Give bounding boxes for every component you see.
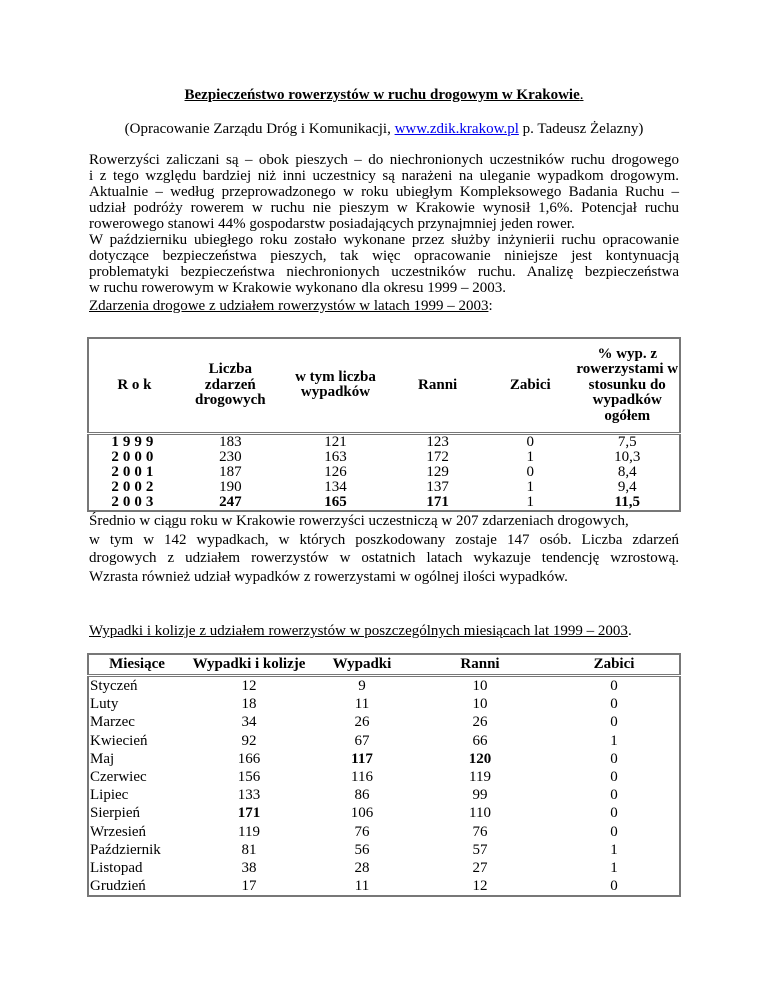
zdik-link[interactable]: www.zdik.krakow.pl — [394, 121, 519, 137]
table-cell: 0 — [526, 463, 534, 480]
column-header: Wypadki — [332, 656, 392, 672]
table-cell: Lipiec — [90, 787, 129, 804]
table-cell: 2002 — [111, 478, 158, 495]
table-cell: 26 — [354, 714, 370, 731]
table-cell: 0 — [610, 787, 618, 804]
table-cell: 163 — [324, 448, 347, 465]
table-cell: 17 — [241, 878, 257, 895]
table-row — [88, 676, 680, 696]
title-period: . — [579, 87, 584, 103]
yearly-table — [87, 337, 681, 512]
table-cell: 92 — [241, 732, 257, 749]
column-header: Liczba zdarzeń drogowych — [195, 361, 266, 408]
table-cell: 57 — [472, 841, 488, 858]
intro-paragraph — [89, 152, 679, 296]
table-cell: Grudzień — [90, 878, 146, 895]
table-cell: 86 — [354, 787, 370, 804]
table-cell: 0 — [610, 750, 618, 767]
table-cell: Październik — [90, 841, 161, 858]
table-cell: 56 — [354, 841, 370, 858]
table-cell: 156 — [237, 769, 261, 786]
table-cell: Luty — [90, 696, 119, 713]
column-header: Ranni — [418, 376, 458, 393]
table-cell: 126 — [324, 463, 347, 480]
table-cell: 11,5 — [614, 493, 640, 510]
table-cell: 27 — [472, 860, 488, 877]
table-cell: 121 — [324, 433, 347, 450]
table-cell: 81 — [241, 841, 257, 858]
table-cell: 28 — [354, 860, 370, 877]
table-cell: 18 — [241, 696, 257, 713]
title-text: Bezpieczeństwo rowerzystów w ruchu drogowym w Krakowie — [184, 87, 580, 103]
table-cell: 1 — [526, 448, 534, 465]
table-cell: Czerwiec — [90, 769, 147, 786]
table-cell: 171 — [426, 493, 449, 510]
table-cell: 26 — [472, 714, 488, 731]
table-cell: 66 — [472, 732, 488, 749]
table-cell: 0 — [610, 823, 618, 840]
summary-line: w tym w 142 wypadkach, w których poszkodowany zostaje 147 osób. Liczba zdarzeń — [89, 531, 679, 548]
table-cell: 117 — [351, 750, 373, 767]
table-row — [88, 480, 680, 495]
table-row — [88, 433, 680, 450]
summary-paragraph — [89, 512, 679, 586]
heading-monthly-text: Wypadki i kolizje z udziałem rowerzystów w poszczególnych miesiącach lat 1999 – 2003 — [89, 623, 628, 639]
table-cell: 11 — [354, 696, 370, 713]
subtitle-after: p. Tadeusz Żelazny) — [518, 121, 644, 137]
heading-yearly — [89, 298, 493, 315]
summary-line: drogowych z udziałem rowerzystów w ostatnich latach wykazuje tendencję wzrostową. — [89, 550, 679, 566]
table-cell: 9 — [358, 678, 366, 694]
intro-line: Aktualnie – według przeprowadzonego w roku ubiegłym Kompleksowego Badania Ruchu – — [89, 184, 679, 200]
table-cell: 9,4 — [617, 478, 637, 495]
document-title — [0, 86, 768, 104]
monthly-table — [87, 653, 681, 897]
table-cell: 0 — [610, 769, 618, 786]
table-cell: 2003 — [111, 493, 158, 510]
table-cell: 10,3 — [614, 448, 641, 465]
heading-monthly — [89, 623, 632, 640]
table-cell: 76 — [472, 823, 488, 840]
table-cell: 120 — [468, 750, 492, 767]
table-row — [88, 804, 680, 822]
table-cell: 165 — [324, 493, 347, 510]
table-cell: 12 — [472, 878, 488, 895]
table-cell: 137 — [426, 478, 449, 495]
table-row — [88, 465, 680, 480]
table-cell: 166 — [237, 750, 261, 767]
table-cell: 0 — [610, 678, 618, 694]
table-cell: 123 — [426, 433, 449, 450]
table-row — [88, 713, 680, 731]
column-header: w tym liczba wypadków — [295, 368, 376, 401]
table-row — [88, 768, 680, 786]
table-cell: 0 — [610, 714, 618, 731]
table-row — [88, 495, 680, 511]
table-cell: 0 — [610, 696, 618, 713]
table-cell: 34 — [241, 714, 257, 731]
column-header: % wyp. z rowerzystami w stosunku do wypadków ogółem — [576, 345, 679, 424]
summary-line: Wzrasta również udział wypadków z rowerzystami w ogólnej ilości wypadków. — [89, 568, 568, 585]
intro-line: problematyki bezpieczeństwa niechronionych uczestników ruchu. Analizę bezpieczeństwa — [89, 264, 679, 280]
table-cell: 99 — [472, 787, 488, 804]
table-cell: 110 — [469, 805, 491, 822]
table-cell: 1 — [610, 841, 618, 858]
table-cell: 76 — [354, 823, 370, 840]
table-cell: 106 — [350, 805, 374, 822]
table-row — [88, 841, 680, 859]
table-cell: 133 — [237, 787, 261, 804]
table-cell: 2000 — [111, 448, 158, 465]
table-cell: 183 — [219, 433, 242, 450]
subtitle — [0, 120, 768, 138]
table-header-row — [88, 338, 680, 433]
table-cell: 12 — [241, 678, 257, 694]
column-header: Miesiące — [109, 656, 165, 672]
table-row — [88, 695, 680, 713]
table-cell: Listopad — [90, 860, 143, 877]
table-row — [88, 877, 680, 896]
table-row — [88, 859, 680, 877]
intro-line: Rowerzyści zaliczani są – obok pieszych – do niechronionych uczestników ruchu drogowego — [89, 152, 679, 168]
table-cell: 8,4 — [617, 463, 637, 480]
column-header: Wypadki i kolizje — [192, 656, 306, 672]
table-cell: 0 — [526, 433, 534, 450]
table-cell: 172 — [426, 448, 449, 465]
table-header-row — [88, 654, 680, 676]
table-row — [88, 750, 680, 768]
column-header: R o k — [117, 376, 152, 393]
table-cell: Kwiecień — [90, 732, 148, 749]
table-cell: 247 — [219, 493, 242, 510]
column-header: Zabici — [509, 376, 551, 393]
table-cell: 11 — [354, 878, 370, 895]
intro-line: rowerowego stanowi 44% gospodarstw posiadających przynajmniej jeden rower. — [89, 216, 575, 232]
table-cell: 187 — [219, 463, 242, 480]
table-cell: 1 — [610, 732, 618, 749]
table-cell: Sierpień — [90, 805, 140, 822]
table-row — [88, 786, 680, 804]
table-cell: 116 — [351, 769, 373, 786]
table-cell: 10 — [472, 678, 488, 694]
heading-yearly-text: Zdarzenia drogowe z udziałem rowerzystów w latach 1999 – 2003 — [89, 298, 489, 314]
table-cell: 38 — [241, 860, 257, 877]
table-cell: Styczeń — [90, 678, 138, 694]
subtitle-before: (Opracowanie Zarządu Dróg i Komunikacji, — [124, 121, 395, 137]
table-cell: 2001 — [111, 463, 158, 480]
table-cell: 0 — [610, 878, 618, 895]
summary-line: Średnio w ciągu roku w Krakowie rowerzyści uczestniczą w 207 zdarzeniach drogowych, — [89, 513, 629, 529]
heading-monthly-period: . — [627, 623, 632, 639]
table-cell: 119 — [238, 823, 260, 840]
table-row — [88, 732, 680, 750]
table-cell: 7,5 — [617, 433, 637, 450]
table-cell: 1999 — [111, 433, 158, 450]
table-cell: 230 — [219, 448, 242, 465]
table-cell: 171 — [237, 805, 261, 822]
table-cell: 119 — [469, 769, 491, 786]
intro-line: i z tego względu bardziej niż inni uczestnicy są narażeni na uleganie wypadkom drogowym. — [89, 168, 679, 184]
table-cell: 10 — [472, 696, 488, 713]
table-cell: Wrzesień — [90, 823, 147, 840]
heading-yearly-colon: : — [488, 298, 493, 314]
table-cell: 0 — [610, 805, 618, 822]
column-header: Zabici — [593, 656, 635, 672]
table-cell: 129 — [426, 463, 449, 480]
table-cell: Maj — [90, 750, 115, 767]
column-header: Ranni — [460, 656, 500, 672]
table-row — [88, 450, 680, 465]
table-row — [88, 823, 680, 841]
intro-line: udział podróży rowerem w ruchu nie pieszym w Krakowie wynosił 1,6%. Potencjał ruchu — [89, 200, 679, 216]
intro-line: dotyczące bezpieczeństwa pieszych, tak więc opracowanie niniejsze jest kontynuacją — [89, 248, 679, 264]
table-cell: 1 — [526, 493, 534, 510]
intro-line: W październiku ubiegłego roku zostało wykonane przez służby inżynierii ruchu opracowanie — [89, 232, 679, 248]
table-cell: 1 — [526, 478, 534, 495]
table-cell: 1 — [610, 860, 618, 877]
table-cell: 67 — [354, 732, 370, 749]
table-cell: Marzec — [90, 714, 135, 731]
table-cell: 190 — [219, 478, 242, 495]
intro-line: w ruchu rowerowym w Krakowie wykonano dla okresu 1999 – 2003. — [89, 280, 506, 296]
table-cell: 134 — [324, 478, 347, 495]
